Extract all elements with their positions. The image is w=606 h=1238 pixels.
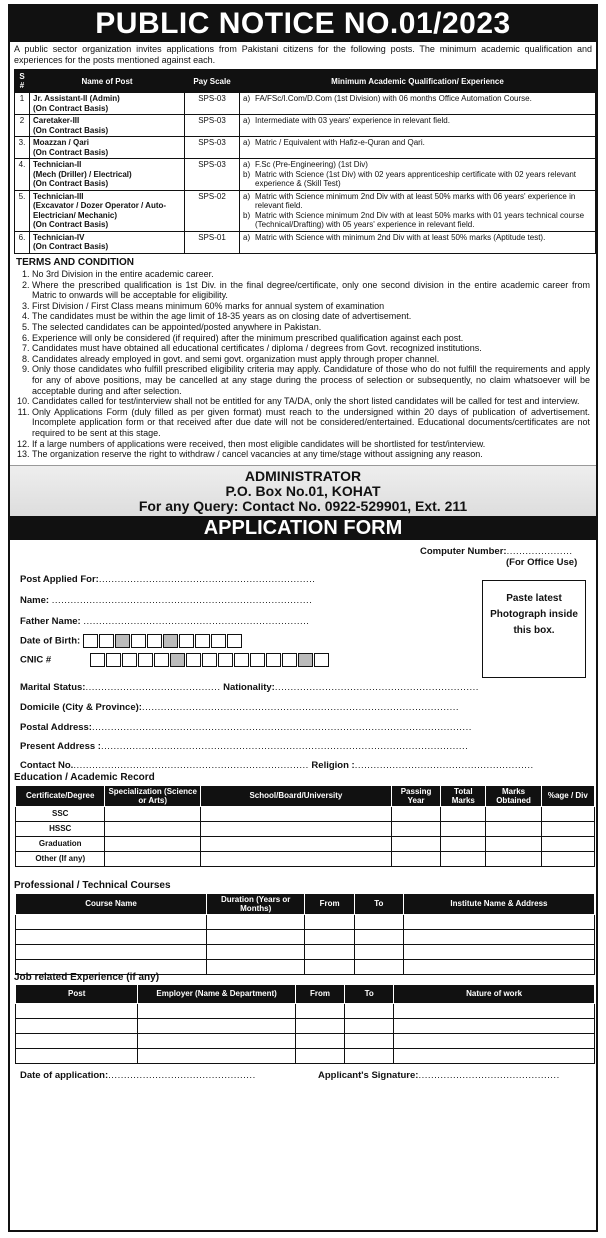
name-field[interactable]: ...................................................................................	[51, 594, 313, 606]
signature-field[interactable]: .............................................	[418, 1069, 560, 1081]
grid-cell[interactable]	[16, 1048, 138, 1063]
education-heading: Education / Academic Record	[14, 771, 155, 783]
post-scale: SPS-02	[185, 190, 240, 231]
post-name	[30, 159, 185, 191]
post-sno: 4.	[15, 159, 30, 191]
post-title: Technician-II	[33, 160, 82, 169]
courses-table	[15, 893, 595, 975]
table-row	[15, 93, 596, 115]
table-row	[16, 851, 595, 866]
grid-cell: HSSC	[16, 821, 105, 836]
grid-cell[interactable]	[16, 1033, 138, 1048]
domicile-field[interactable]: .....................................................................................................	[141, 701, 460, 713]
date-of-application-field[interactable]: ...............................................	[108, 1069, 256, 1081]
photo-box-text: Paste latest Photograph inside this box.	[490, 592, 578, 636]
table-row	[16, 821, 595, 836]
qualification-text: Matric with Science minimum 2nd Div with at least 50% marks with 06 years' experience in relevant field.	[255, 191, 576, 210]
nationality-field[interactable]: .................................................................	[274, 681, 479, 693]
grid-cell[interactable]	[391, 851, 440, 866]
qualification-item	[243, 192, 592, 211]
grid-cell[interactable]	[391, 821, 440, 836]
grid-cell[interactable]	[200, 851, 391, 866]
qualification-letter: b)	[243, 169, 251, 179]
marital-label: Marital Status:	[20, 681, 86, 693]
grid-cell[interactable]	[16, 929, 207, 944]
grid-cell[interactable]	[105, 851, 200, 866]
post-basis: (On Contract Basis)	[33, 147, 109, 157]
grid-header: Marks Obtained	[486, 785, 541, 806]
signature-label: Applicant's Signature:	[318, 1069, 419, 1081]
grid-cell[interactable]	[345, 1048, 394, 1063]
qualification-item	[243, 170, 592, 189]
application-form-title: APPLICATION FORM	[10, 516, 596, 540]
name-label: Name:	[20, 594, 50, 606]
terms-item: 13. The organization reserve the right to withdraw / cancel vacancies at any time/stage without assigning any reason.	[32, 449, 590, 460]
grid-cell[interactable]	[541, 806, 594, 821]
grid-cell[interactable]	[391, 806, 440, 821]
post-sno: 1	[15, 93, 30, 115]
table-row	[15, 137, 596, 159]
admin-address: P.O. Box No.01, KOHAT	[225, 482, 381, 499]
computer-number-label: Computer Number:	[420, 545, 507, 557]
qualification-item	[243, 138, 592, 148]
grid-cell[interactable]	[16, 1003, 138, 1018]
post-subtitle: (Mech (Driller) / Electrical)	[33, 169, 132, 179]
experience-table	[15, 984, 595, 1064]
grid-cell[interactable]	[394, 1033, 595, 1048]
terms-item: 5. The selected candidates can be appointed/posted anywhere in Pakistan.	[32, 322, 590, 333]
table-row	[16, 836, 595, 851]
table-row	[16, 1003, 595, 1018]
grid-header: School/Board/University	[200, 785, 391, 806]
terms-list	[16, 269, 590, 460]
grid-cell[interactable]	[486, 851, 541, 866]
table-row	[15, 159, 596, 191]
post-basis: (On Contract Basis)	[33, 220, 109, 229]
marital-field[interactable]: ...........................................	[85, 681, 221, 693]
terms-item: 4. The candidates must be within the age limit of 18-35 years as on closing date of advertisement.	[32, 311, 590, 322]
post-qualification	[240, 190, 596, 231]
religion-label: Religion :	[311, 759, 355, 771]
post-qualification	[240, 159, 596, 191]
qualification-text: Intermediate with 03 years' experience in relevant field.	[255, 116, 450, 125]
qualification-text: Matric / Equivalent with Hafiz-e-Quran and Qari.	[255, 138, 425, 147]
qualification-item	[243, 211, 592, 230]
qualification-item	[243, 116, 592, 126]
terms-item: 3. First Division / First Class means minimum 60% marks for annual system of examination	[32, 301, 590, 312]
post-subtitle: (Excavator / Dozer Operator / Auto-Electrician/ Mechanic)	[33, 201, 167, 220]
grid-cell[interactable]	[441, 851, 486, 866]
grid-cell[interactable]	[138, 1003, 295, 1018]
post-scale: SPS-03	[185, 115, 240, 137]
grid-header: From	[305, 893, 354, 914]
grid-cell[interactable]	[305, 959, 354, 974]
qualification-text: Matric with Science with minimum 2nd Div with at least 50% marks (Aptitude test).	[255, 232, 546, 242]
post-title: Technician-III	[33, 191, 84, 201]
terms-item: 1. No 3rd Division in the entire academic career.	[32, 269, 590, 280]
grid-header: Passing Year	[391, 785, 440, 806]
grid-cell[interactable]	[486, 821, 541, 836]
terms-item: 2. Where the prescribed qualification is 1st Div. in the final degree/certificate, only one second division in the entire academic career from Matric to onwards will be acceptable for eligibility.	[32, 280, 590, 301]
grid-cell[interactable]	[345, 1018, 394, 1033]
terms-item: 12. If a large numbers of applications were received, then most eligible candidates will be shortlisted for test/interview.	[32, 439, 590, 450]
grid-cell[interactable]	[105, 836, 200, 851]
grid-cell[interactable]	[541, 836, 594, 851]
post-scale: SPS-03	[185, 137, 240, 159]
grid-header: Institute Name & Address	[403, 893, 594, 914]
grid-header: Certificate/Degree	[16, 785, 105, 806]
table-row	[16, 806, 595, 821]
grid-cell: SSC	[16, 806, 105, 821]
domicile-label: Domicile (City & Province):	[20, 701, 142, 713]
cnic-label: CNIC #	[20, 654, 52, 666]
postal-field[interactable]: .........................................................................................................................	[91, 721, 472, 733]
table-row	[15, 115, 596, 137]
grid-cell[interactable]	[391, 836, 440, 851]
notice-title: PUBLIC NOTICE NO.01/2023	[10, 6, 596, 42]
post-qualification	[240, 137, 596, 159]
post-applied-label: Post Applied For:	[20, 573, 99, 585]
grid-header: To	[354, 893, 403, 914]
date-of-application-label: Date of application:	[20, 1069, 109, 1081]
dob-boxes[interactable]	[83, 634, 243, 648]
grid-cell[interactable]	[486, 836, 541, 851]
post-sno: 5.	[15, 190, 30, 231]
col-post: Name of Post	[30, 70, 185, 93]
grid-cell[interactable]	[403, 914, 594, 929]
grid-cell[interactable]	[206, 914, 304, 929]
grid-header: Duration (Years or Months)	[206, 893, 304, 914]
present-label: Present Address :	[20, 740, 101, 752]
contact-field[interactable]: ...........................................................................	[73, 759, 309, 771]
grid-cell[interactable]	[200, 806, 391, 821]
grid-cell[interactable]	[105, 821, 200, 836]
grid-header: Specialization (Science or Arts)	[105, 785, 200, 806]
qualification-item	[243, 94, 592, 104]
experience-heading: Job related Experience (if any)	[14, 971, 160, 983]
posts-body	[15, 93, 596, 254]
terms-section	[10, 254, 596, 460]
qualification-text: FA/FSc/I.Com/D.Com (1st Division) with 06 months Office Automation Course.	[255, 94, 532, 103]
grid-cell[interactable]	[16, 914, 207, 929]
posts-table	[14, 69, 596, 254]
table-row	[16, 1018, 595, 1033]
qualification-letter: a)	[243, 94, 251, 103]
grid-cell[interactable]	[345, 1003, 394, 1018]
contact-label: Contact No.	[20, 759, 74, 771]
grid-header: From	[295, 984, 344, 1003]
post-qualification	[240, 115, 596, 137]
grid-cell[interactable]	[403, 929, 594, 944]
grid-cell: Other (If any)	[16, 851, 105, 866]
post-title: Jr. Assistant-II (Admin)	[33, 94, 120, 103]
qualification-letter: a)	[243, 160, 251, 169]
table-row	[16, 1033, 595, 1048]
grid-cell[interactable]	[138, 1048, 295, 1063]
post-scale: SPS-03	[185, 93, 240, 115]
post-name	[30, 137, 185, 159]
post-basis: (On Contract Basis)	[33, 179, 109, 188]
qualification-text: F.Sc (Pre-Engineering) (1st Div)	[255, 160, 368, 169]
table-row	[16, 929, 595, 944]
grid-cell[interactable]	[394, 1003, 595, 1018]
grid-cell[interactable]	[206, 944, 304, 959]
post-basis: (On Contract Basis)	[33, 103, 109, 113]
post-sno: 3.	[15, 137, 30, 159]
post-title: Moazzan / Qari	[33, 138, 90, 147]
father-name-label: Father Name:	[20, 615, 81, 627]
application-form	[10, 540, 596, 1100]
grid-cell[interactable]	[403, 959, 594, 974]
grid-cell[interactable]	[105, 806, 200, 821]
religion-field[interactable]: .........................................................	[354, 759, 534, 771]
qualification-letter: a)	[243, 116, 251, 125]
col-qual: Minimum Academic Qualification/ Experience	[240, 70, 596, 93]
qualification-letter: a)	[243, 191, 251, 201]
table-row	[15, 190, 596, 231]
table-row	[16, 944, 595, 959]
grid-cell[interactable]	[206, 959, 304, 974]
terms-item: 11. Only Applications Form (duly filled as per given format) must reach to the undersigned within 20 days of publication of advertisement. Incomplete application form or that received after due date will not be considered/entertained. Educational documents/certificates are not required to be sent at this stage.	[32, 407, 590, 439]
grid-cell[interactable]	[305, 944, 354, 959]
grid-cell[interactable]	[441, 836, 486, 851]
nationality-label: Nationality:	[223, 681, 275, 693]
grid-cell[interactable]	[441, 806, 486, 821]
present-field[interactable]: .....................................................................................................................	[100, 740, 469, 752]
grid-cell[interactable]	[345, 1033, 394, 1048]
terms-item: 10. Candidates called for test/interview shall not be entitled for any TA/DA, only the short listed candidates will be called for test and interview.	[32, 396, 590, 407]
administrator-block	[10, 465, 596, 516]
terms-item: 8. Candidates already employed in govt. and semi govt. organization must apply through proper channel.	[32, 354, 590, 365]
post-basis: (On Contract Basis)	[33, 242, 109, 251]
dob-label: Date of Birth:	[20, 635, 81, 647]
grid-cell[interactable]	[403, 944, 594, 959]
grid-cell[interactable]	[295, 1003, 344, 1018]
qualification-item	[243, 160, 592, 170]
post-sno: 6.	[15, 231, 30, 253]
grid-cell[interactable]	[354, 944, 403, 959]
grid-header: To	[345, 984, 394, 1003]
grid-cell[interactable]	[354, 914, 403, 929]
terms-item: 7. Candidates must have obtained all educational certificates / diploma / degrees from Govt. recognized institutions.	[32, 343, 590, 354]
grid-cell[interactable]	[16, 1018, 138, 1033]
grid-header: Course Name	[16, 893, 207, 914]
qualification-text: Matric with Science (1st Div) with 02 years apprenticeship certificate with 02 years relevant experience & (Skill Test)	[255, 169, 577, 188]
terms-item: 9. Only those candidates who fulfill prescribed eligibility criteria may apply. Candidature of those who do not fulfill the requirements and apply for any of above positions, may be cancelled at any stage during the process of selection or subsequently, no claim whatsoever will be acceptable during and after selection.	[32, 364, 590, 396]
grid-cell[interactable]	[16, 944, 207, 959]
postal-label: Postal Address:	[20, 721, 92, 733]
grid-cell[interactable]	[138, 1018, 295, 1033]
grid-cell[interactable]	[200, 821, 391, 836]
post-name	[30, 115, 185, 137]
qualification-letter: b)	[243, 210, 251, 220]
grid-cell[interactable]	[394, 1048, 595, 1063]
table-row	[16, 914, 595, 929]
grid-cell[interactable]	[354, 959, 403, 974]
admin-title: ADMINISTRATOR	[244, 467, 362, 484]
grid-cell[interactable]	[486, 806, 541, 821]
post-qualification	[240, 231, 596, 253]
col-sno: S #	[15, 70, 30, 93]
grid-cell[interactable]	[354, 929, 403, 944]
post-qualification	[240, 93, 596, 115]
grid-cell[interactable]	[138, 1033, 295, 1048]
grid-cell[interactable]	[295, 1048, 344, 1063]
post-basis: (On Contract Basis)	[33, 125, 109, 135]
grid-cell[interactable]	[305, 929, 354, 944]
col-scale: Pay Scale	[185, 70, 240, 93]
education-table	[15, 785, 595, 867]
grid-cell[interactable]	[200, 836, 391, 851]
table-row	[15, 231, 596, 253]
post-name	[30, 93, 185, 115]
grid-cell[interactable]	[394, 1018, 595, 1033]
grid-cell[interactable]	[441, 821, 486, 836]
computer-number-field[interactable]: .....................	[506, 545, 573, 557]
post-scale: SPS-01	[185, 231, 240, 253]
grid-cell[interactable]	[295, 1033, 344, 1048]
notice-page	[8, 4, 598, 1232]
father-name-field[interactable]: ........................................................................	[83, 615, 310, 627]
grid-cell[interactable]	[295, 1018, 344, 1033]
qualification-letter: a)	[243, 138, 251, 147]
post-sno: 2	[15, 115, 30, 137]
cnic-boxes[interactable]	[90, 653, 330, 667]
grid-header: %age / Div	[541, 785, 594, 806]
grid-cell[interactable]	[541, 851, 594, 866]
post-name	[30, 190, 185, 231]
post-title: Caretaker-III	[33, 116, 80, 125]
grid-cell[interactable]	[541, 821, 594, 836]
admin-contact: For any Query: Contact No. 0922-529901, Ext. 211	[138, 497, 468, 514]
table-row	[16, 1048, 595, 1063]
grid-header: Post	[16, 984, 138, 1003]
office-use-label: (For Office Use)	[506, 556, 578, 568]
grid-cell[interactable]	[305, 914, 354, 929]
qualification-item	[243, 233, 592, 243]
grid-header: Total Marks	[441, 785, 486, 806]
grid-header: Employer (Name & Department)	[138, 984, 295, 1003]
terms-item: 6. Experience will only be considered (if required) after the minimum prescribed qualification against each post.	[32, 333, 590, 344]
post-title: Technician-IV	[33, 232, 85, 242]
qualification-letter: a)	[243, 232, 251, 242]
notice-intro: A public sector organization invites applications from Pakistani citizens for the following posts. The minimum academic qualification and experiences for the posts mentioned against each.	[14, 44, 592, 65]
courses-heading: Professional / Technical Courses	[14, 879, 171, 891]
qualification-text: Matric with Science minimum 2nd Div with at least 50% marks with 01 years technical course (Technical/Drafting) with 05 years' experience in relevant field.	[255, 210, 585, 229]
post-applied-field[interactable]: .....................................................................	[98, 573, 316, 585]
post-scale: SPS-03	[185, 159, 240, 191]
terms-heading: TERMS AND CONDITION	[16, 256, 134, 268]
grid-cell[interactable]	[206, 929, 304, 944]
grid-cell: Graduation	[16, 836, 105, 851]
post-name	[30, 231, 185, 253]
photo-box[interactable]	[482, 580, 586, 678]
grid-header: Nature of work	[394, 984, 595, 1003]
